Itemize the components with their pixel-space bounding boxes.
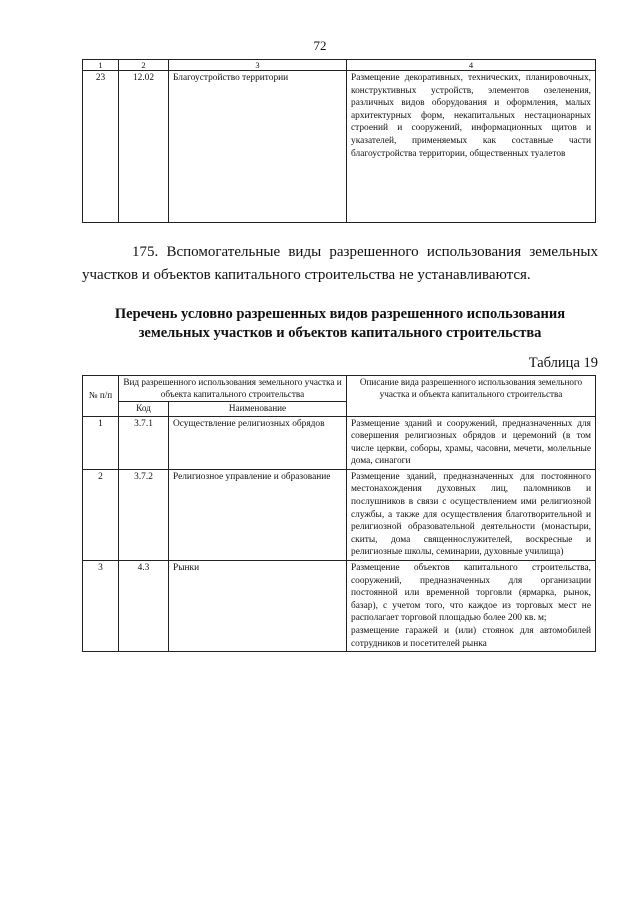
continued-table	[82, 59, 596, 223]
column-number: 4	[347, 60, 596, 71]
row-number: 1	[83, 416, 119, 469]
table-row	[83, 561, 596, 652]
row-description: Размещение зданий и сооружений, предназначенных для совершения религиозных обрядов и церемоний (в том числе церкви, соборы, храмы, часовни, мечети, молельные дома, синагоги	[347, 416, 596, 469]
table-row	[83, 71, 596, 223]
table-label: Таблица 19	[528, 355, 598, 371]
column-number: 3	[169, 60, 347, 71]
row-description-part: размещение гаражей и (или) стоянок для автомобилей сотрудников и посетителей рынка	[351, 626, 591, 649]
table-row	[83, 469, 596, 560]
row-number: 3	[83, 561, 119, 652]
row-code: 4.3	[119, 561, 169, 652]
row-description: Размещение декоративных, технических, планировочных, конструктивных устройств, элементов озеленения, различных видов оборудования и оформления, малых архитектурных форм, некапитальных нестационарных строений и сооружений, информационных щитов и указателей, применяемых как составные части благоустройства территории, общественных туалетов	[347, 71, 596, 223]
header-use-type: Вид разрешенного использования земельного участка и объекта капитального строительства	[119, 376, 347, 402]
column-number: 2	[119, 60, 169, 71]
column-number: 1	[83, 60, 119, 71]
row-description-part: Размещение объектов капитального строительства, сооружений, предназначенных для организации постоянной или временной торговли (ярмарка, рынок, базар), с учетом того, что каждое из торговых мест не располагает торговой площадью более 200 кв. м;	[351, 563, 591, 624]
header-description: Описание вида разрешенного использования земельного участка и объекта капитального строительства	[347, 376, 596, 417]
column-number-row	[83, 60, 596, 71]
page-number: 72	[313, 38, 327, 53]
row-code: 3.7.1	[119, 416, 169, 469]
header-number: № п/п	[83, 376, 119, 417]
section-heading: Перечень условно разрешенных видов разрешенного использования земельных участков и объектов капитального строительства	[114, 306, 566, 341]
row-number: 2	[83, 469, 119, 560]
row-name: Рынки	[169, 561, 347, 652]
table-header-row	[83, 376, 596, 402]
row-description: Размещение зданий, предназначенных для постоянного местонахождения духовных лиц, паломников и послушников в связи с осуществлением ими религиозной службы, а также для осуществления благотворительной и религиозной образовательной деятельности (монастыри, скиты, дома священнослужителей, воскресные и религиозные школы, семинарии, духовные училища)	[347, 469, 596, 560]
row-number: 23	[83, 71, 119, 223]
permitted-uses-table	[82, 375, 596, 652]
row-name: Благоустройство территории	[169, 71, 347, 223]
row-name: Осуществление религиозных обрядов	[169, 416, 347, 469]
paragraph-175: 175. Вспомогательные виды разрешенного использования земельных участков и объектов капитального строительства не устанавливаются.	[82, 244, 598, 283]
row-code: 3.7.2	[119, 469, 169, 560]
table-row	[83, 416, 596, 469]
header-code: Код	[119, 402, 169, 417]
row-description	[347, 561, 596, 652]
header-name: Наименование	[169, 402, 347, 417]
row-code: 12.02	[119, 71, 169, 223]
row-name: Религиозное управление и образование	[169, 469, 347, 560]
